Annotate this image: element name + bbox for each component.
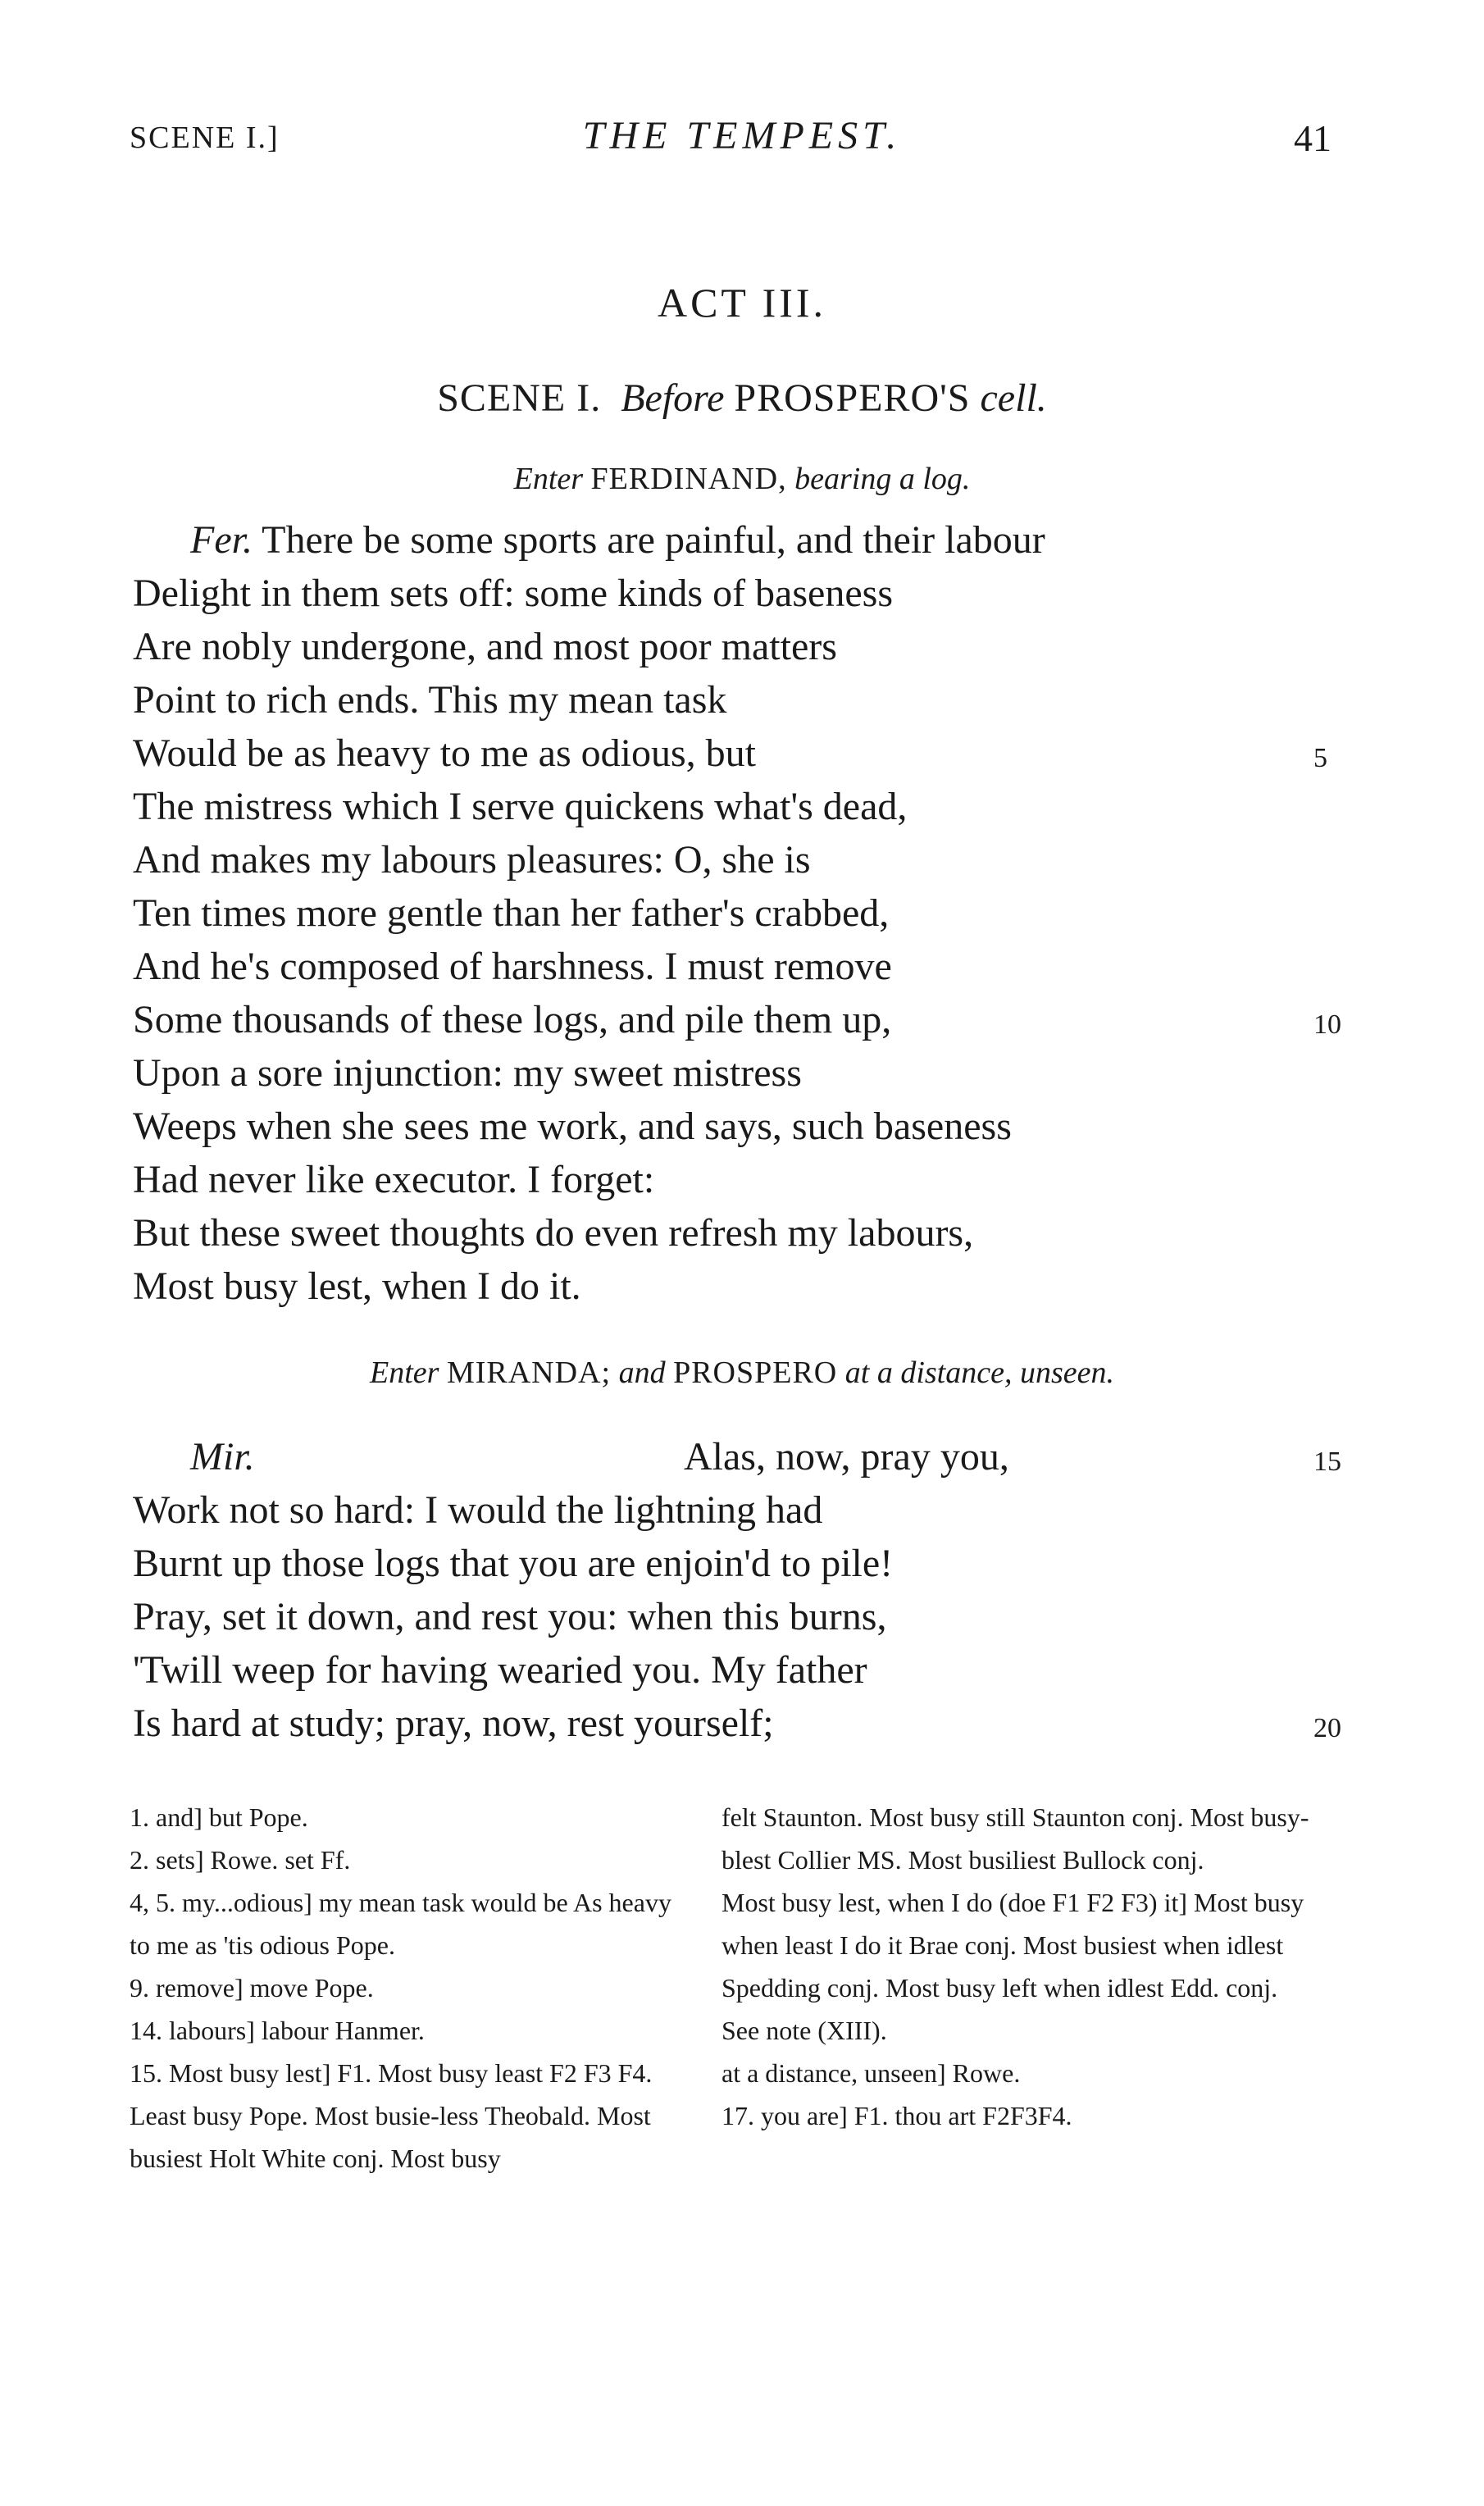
line-text: Are nobly undergone, and most poor matters — [133, 625, 837, 668]
running-header — [0, 113, 1484, 162]
sd-character-prospero: PROSPERO — [673, 1356, 838, 1390]
line-text: 'Twill weep for having wearied you. My father — [133, 1648, 867, 1692]
footnotes-column-left — [130, 1796, 687, 2180]
verse-line — [133, 1590, 1363, 1643]
line-text: And makes my labours pleasures: O, she is — [133, 838, 811, 882]
page-number: 41 — [1294, 117, 1332, 159]
footnote: at a distance, unseen] Rowe. — [722, 2058, 1021, 2088]
line-text: Burnt up those logs that you are enjoin'd to pile! — [133, 1542, 894, 1585]
verse-line — [133, 1537, 1363, 1590]
verse-line — [133, 886, 1363, 940]
line-text: Some thousands of these logs, and pile them up, — [133, 998, 892, 1041]
verse-line — [133, 993, 1363, 1046]
verse-line — [133, 833, 1363, 886]
verse-line — [133, 673, 1363, 727]
line-text: Is hard at study; pray, now, rest yourself; — [133, 1702, 774, 1745]
verse-line — [133, 620, 1363, 673]
footnote: 14. labours] labour Hanmer. — [130, 2016, 425, 2045]
line-number: 5 — [1313, 743, 1327, 773]
sd-action: bearing a log. — [794, 462, 971, 496]
footnote: 4, 5. my...odious] my mean task would be As heavy to me as 'tis odious Pope. — [130, 1888, 671, 1960]
verse-line — [133, 940, 1363, 993]
footnotes-column-right — [722, 1796, 1312, 2137]
verse-line — [133, 1046, 1363, 1100]
line-text: Pray, set it down, and rest you: when this burns, — [133, 1595, 887, 1638]
act-heading: ACT III. — [657, 280, 827, 326]
verse-line — [133, 727, 1363, 780]
scene-heading — [0, 376, 1484, 421]
verse-line — [133, 1260, 1363, 1313]
ferdinand-speech — [133, 513, 1363, 1313]
verse-line — [133, 1483, 1363, 1537]
footnote: Most busy lest, when I do (doe F1 F2 F3) it] Most busy when least I do it Brae conj. Most busiest when idlest Spedding conj. Most busy left when idlest Edd. conj. See note (XIII). — [722, 1888, 1304, 2045]
sd-rest: at a distance, unseen. — [844, 1356, 1114, 1390]
line-text: But these sweet thoughts do even refresh my labours, — [133, 1211, 974, 1255]
line-number: 15 — [1313, 1447, 1341, 1477]
footnote: 9. remove] move Pope. — [130, 1973, 374, 2003]
verse-line — [133, 1206, 1363, 1260]
line-text: Upon a sore injunction: my sweet mistress — [133, 1051, 802, 1095]
scene-before: Before — [621, 376, 725, 420]
speaker-name: Fer. — [190, 518, 253, 562]
verse-line — [133, 513, 1363, 567]
line-text: Weeps when she sees me work, and says, such baseness — [133, 1105, 1012, 1148]
verse-line — [133, 1643, 1363, 1697]
sd-character: FERDINAND, — [590, 462, 787, 496]
sd-character-miranda: MIRANDA; — [446, 1356, 612, 1390]
footnote: 1. and] but Pope. — [130, 1802, 308, 1832]
verse-line — [133, 1100, 1363, 1153]
verse-line — [133, 567, 1363, 620]
sd-and: and — [618, 1356, 666, 1390]
miranda-speech — [133, 1430, 1363, 1750]
stage-direction-miranda — [0, 1355, 1484, 1391]
line-text: Alas, now, pray you, — [684, 1435, 1009, 1479]
line-text: Point to rich ends. This my mean task — [133, 678, 727, 722]
header-title: THE TEMPEST. — [582, 114, 902, 157]
line-text: The mistress which I serve quickens what's dead, — [133, 785, 908, 828]
verse-line — [133, 780, 1363, 833]
scene-label: SCENE I. — [437, 376, 602, 420]
line-number: 10 — [1313, 1009, 1341, 1040]
scene-character: PROSPERO'S — [734, 376, 971, 420]
verse-line — [133, 1153, 1363, 1206]
footnote: 15. Most busy lest] F1. Most busy least F2 F3 F4. Least busy Pope. Most busie-less Theobald. Most busiest Holt White conj. Most busy — [130, 2058, 653, 2173]
verse-line — [133, 1430, 1363, 1483]
footnote: 17. you are] F1. thou art F2F3F4. — [722, 2101, 1072, 2130]
line-text: Ten times more gentle than her father's crabbed, — [133, 891, 890, 935]
line-text: Delight in them sets off: some kinds of baseness — [133, 572, 893, 615]
stage-direction-ferdinand — [0, 461, 1484, 497]
line-text: Had never like executor. I forget: — [133, 1158, 655, 1201]
sd-enter: Enter — [370, 1356, 439, 1390]
line-text: And he's composed of harshness. I must remove — [133, 945, 892, 988]
verse-line — [133, 1697, 1363, 1750]
line-text: Would be as heavy to me as odious, but — [133, 731, 757, 775]
line-text: Work not so hard: I would the lightning had — [133, 1488, 823, 1532]
sd-enter: Enter — [513, 462, 584, 496]
footnote: 2. sets] Rowe. set Ff. — [130, 1845, 351, 1875]
footnote: felt Staunton. Most busy still Staunton conj. Most busy-blest Collier MS. Most busiliest Bullock conj. — [722, 1802, 1309, 1875]
line-number: 20 — [1313, 1713, 1341, 1743]
line-text: Most busy lest, when I do it. — [133, 1264, 581, 1308]
header-scene: SCENE I.] — [130, 121, 280, 155]
speaker-name: Mir. — [190, 1435, 255, 1479]
line-text: There be some sports are painful, and their labour — [262, 518, 1045, 562]
scene-place: cell. — [980, 376, 1047, 420]
